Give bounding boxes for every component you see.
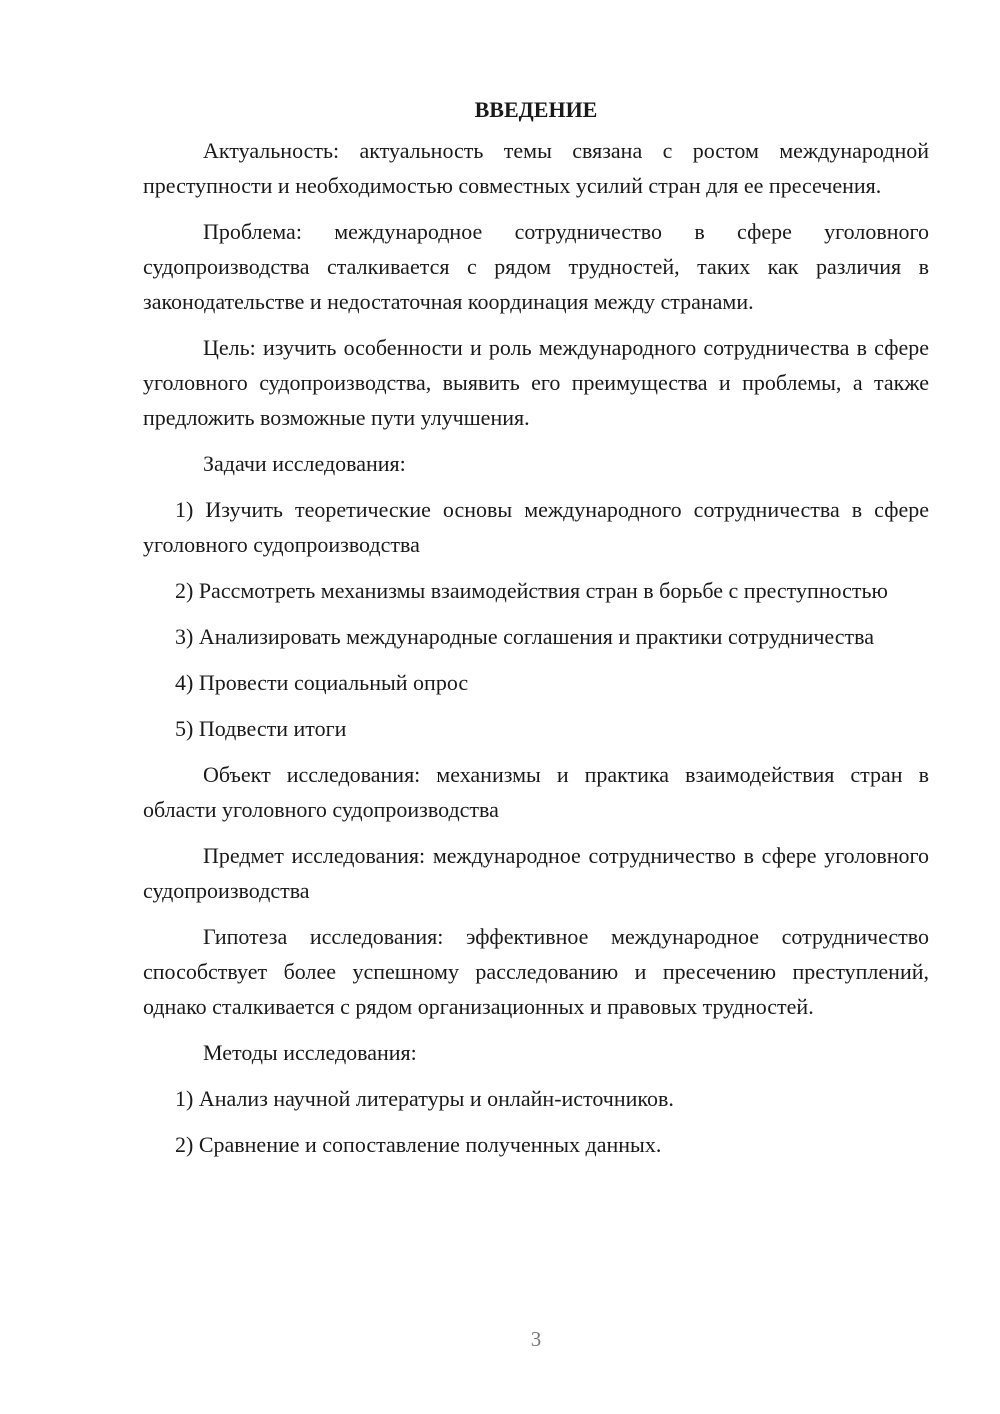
task-item-3: 3) Анализировать международные соглашения и практики сотрудничества bbox=[175, 624, 874, 649]
page-number: 3 bbox=[530, 1327, 542, 1351]
paragraph-subject: Предмет исследования: международное сотрудничество в сфере уголовного судопроизводства bbox=[143, 843, 929, 903]
method-item-2: 2) Сравнение и сопоставление полученных данных. bbox=[175, 1132, 662, 1157]
paragraph-object: Объект исследования: механизмы и практика взаимодействия стран в области уголовного судопроизводства bbox=[143, 762, 929, 822]
task-item-1: 1) Изучить теоретические основы международного сотрудничества в сфере уголовного судопроизводства bbox=[143, 497, 929, 557]
task-item-2: 2) Рассмотреть механизмы взаимодействия стран в борьбе с преступностью bbox=[175, 578, 888, 603]
page-content bbox=[143, 92, 929, 1173]
paragraph-relevance: Актуальность: актуальность темы связана с ростом международной преступности и необходимостью совместных усилий стран для ее пресечения. bbox=[143, 138, 929, 198]
method-item-1: 1) Анализ научной литературы и онлайн-источников. bbox=[175, 1086, 674, 1111]
paragraph-problem: Проблема: международное сотрудничество в сфере уголовного судопроизводства сталкивается с рядом трудностей, таких как различия в законодательстве и недостаточная координация между странами. bbox=[143, 219, 929, 314]
task-item-4: 4) Провести социальный опрос bbox=[175, 670, 469, 695]
methods-heading: Методы исследования: bbox=[203, 1040, 417, 1065]
tasks-heading: Задачи исследования: bbox=[203, 451, 406, 476]
paragraph-hypothesis: Гипотеза исследования: эффективное международное сотрудничество способствует более успешному расследованию и пресечению преступлений, однако сталкивается с рядом организационных и правовых трудностей. bbox=[143, 924, 929, 1019]
task-item-5: 5) Подвести итоги bbox=[175, 716, 347, 741]
paragraph-goal: Цель: изучить особенности и роль международного сотрудничества в сфере уголовного судопроизводства, выявить его преимущества и проблемы, а также предложить возможные пути улучшения. bbox=[143, 335, 929, 430]
section-title: ВВЕДЕНИЕ bbox=[474, 97, 598, 122]
